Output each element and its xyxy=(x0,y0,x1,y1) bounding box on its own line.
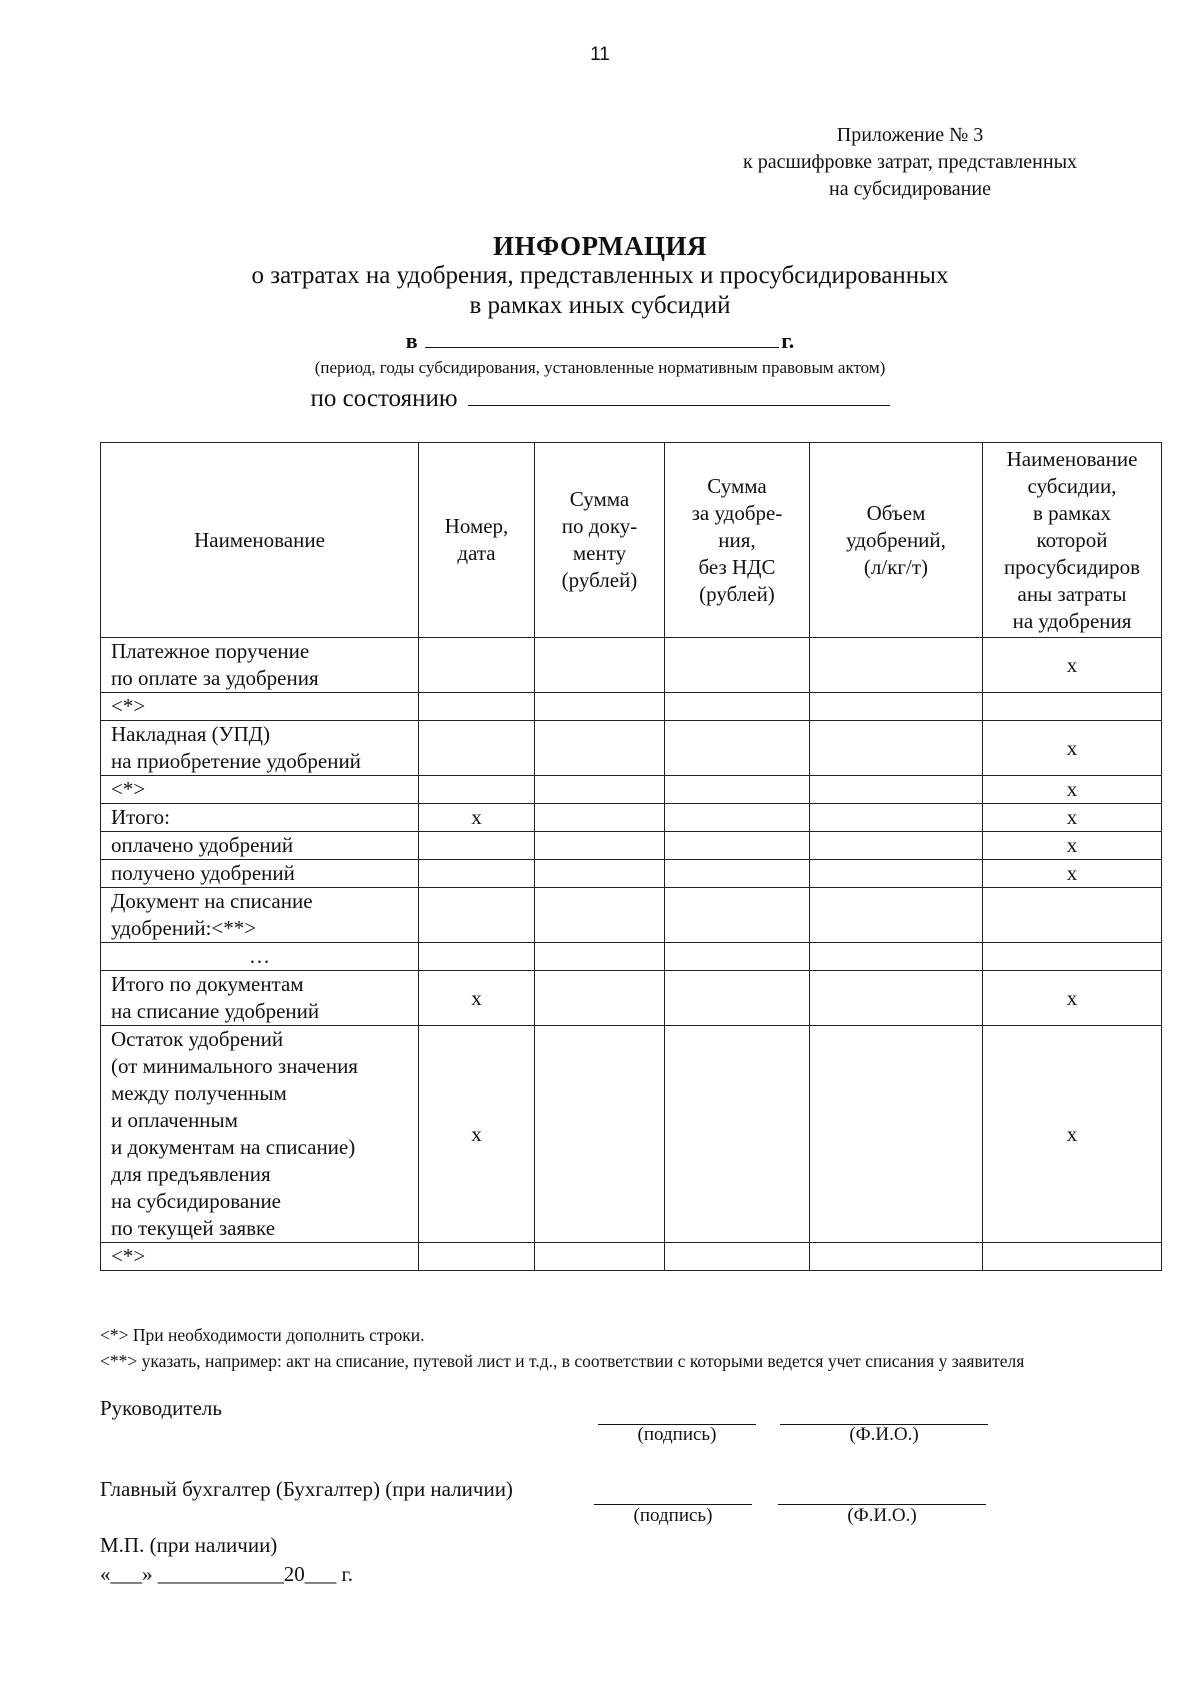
table-body xyxy=(101,638,1162,1271)
row-name-cell: Итого по документам на списание удобрений xyxy=(101,971,419,1026)
table-cell[interactable] xyxy=(665,638,810,693)
table-cell[interactable] xyxy=(419,1243,535,1271)
accountant-label: Главный бухгалтер (Бухгалтер) (при наличии) xyxy=(100,1477,513,1501)
table-row xyxy=(101,721,1162,776)
table-cell[interactable] xyxy=(535,860,665,888)
footnote-2: <**> указать, например: акт на списание, путевой лист и т.д., в соответствии с которыми ведется учет списания у заявителя xyxy=(100,1351,1025,1371)
table-cell[interactable] xyxy=(535,1026,665,1243)
table-row xyxy=(101,638,1162,693)
table-row xyxy=(101,804,1162,832)
table-cell[interactable] xyxy=(810,943,983,971)
row-name-cell: оплачено удобрений xyxy=(101,832,419,860)
table-cell[interactable]: х xyxy=(983,1026,1162,1243)
table-row xyxy=(101,832,1162,860)
stamp-label: М.П. (при наличии) xyxy=(100,1533,278,1557)
table-cell[interactable] xyxy=(810,693,983,721)
table-cell[interactable] xyxy=(535,943,665,971)
row-name-cell: Остаток удобрений (от минимального значения между полученным и оплаченным и документам на списание) для предъявления на субсидирование по текущей заявке xyxy=(101,1026,419,1243)
table-cell[interactable]: х xyxy=(983,776,1162,804)
footnote-1: <*> При необходимости дополнить строки. xyxy=(100,1325,425,1345)
period-line xyxy=(0,327,1200,354)
table-cell[interactable] xyxy=(665,832,810,860)
accountant-signature-caption: (подпись) xyxy=(633,1505,713,1526)
table-cell[interactable]: х xyxy=(983,721,1162,776)
table-row xyxy=(101,1026,1162,1243)
table-cell[interactable] xyxy=(810,888,983,943)
table-row xyxy=(101,693,1162,721)
column-header: Номер, дата xyxy=(419,443,535,638)
table-cell[interactable] xyxy=(665,776,810,804)
table-cell[interactable] xyxy=(983,693,1162,721)
accountant-name-caption: (Ф.И.О.) xyxy=(847,1505,917,1526)
table-cell[interactable] xyxy=(535,721,665,776)
footnotes xyxy=(100,1322,1180,1374)
table-cell[interactable] xyxy=(419,638,535,693)
table-cell[interactable] xyxy=(810,860,983,888)
table-row xyxy=(101,860,1162,888)
period-blank-field[interactable] xyxy=(425,327,779,348)
column-header: Сумма по доку- менту (рублей) xyxy=(535,443,665,638)
row-name-cell: <*> xyxy=(101,776,419,804)
table-header-row xyxy=(101,443,1162,638)
table-cell[interactable] xyxy=(535,888,665,943)
table-cell[interactable] xyxy=(810,1026,983,1243)
table-cell[interactable] xyxy=(665,971,810,1026)
table-cell[interactable] xyxy=(535,971,665,1026)
table-row xyxy=(101,888,1162,943)
table-cell[interactable] xyxy=(665,1243,810,1271)
table-cell[interactable] xyxy=(419,721,535,776)
table-cell[interactable] xyxy=(419,832,535,860)
state-label: по состоянию xyxy=(310,385,458,412)
column-header: Объем удобрений, (л/кг/т) xyxy=(810,443,983,638)
row-name-cell: получено удобрений xyxy=(101,860,419,888)
appendix-line-1: Приложение № 3 xyxy=(836,124,984,146)
table-cell[interactable] xyxy=(810,638,983,693)
table-cell[interactable] xyxy=(665,693,810,721)
row-name-cell: <*> xyxy=(101,1243,419,1271)
table-row xyxy=(101,971,1162,1026)
table-cell[interactable]: х xyxy=(983,804,1162,832)
table-cell[interactable] xyxy=(419,943,535,971)
document-subtitle-2: в рамках иных субсидий xyxy=(469,292,731,319)
table-cell[interactable] xyxy=(535,638,665,693)
table-cell[interactable]: х xyxy=(983,832,1162,860)
row-name-cell: <*> xyxy=(101,693,419,721)
date-line: «___» ____________20___ г. xyxy=(100,1562,353,1586)
table-cell[interactable] xyxy=(419,693,535,721)
period-suffix: г. xyxy=(781,328,795,353)
table-cell[interactable] xyxy=(983,1243,1162,1271)
table-cell[interactable] xyxy=(665,860,810,888)
table-cell[interactable] xyxy=(665,721,810,776)
table-cell[interactable] xyxy=(810,1243,983,1271)
table-cell[interactable] xyxy=(665,804,810,832)
appendix-reference xyxy=(700,122,1120,203)
document-title: ИНФОРМАЦИЯ xyxy=(493,231,707,261)
document-subtitle-1: о затратах на удобрения, представленных и просубсидированных xyxy=(251,262,949,289)
table-cell[interactable] xyxy=(665,943,810,971)
head-name-caption: (Ф.И.О.) xyxy=(849,1424,919,1445)
table-cell[interactable]: х xyxy=(983,971,1162,1026)
table-cell[interactable] xyxy=(419,860,535,888)
table-cell[interactable] xyxy=(419,776,535,804)
table-cell[interactable]: х xyxy=(419,1026,535,1243)
head-label: Руководитель xyxy=(100,1396,222,1420)
table-cell[interactable] xyxy=(810,832,983,860)
table-cell[interactable] xyxy=(419,888,535,943)
state-date-blank-field[interactable] xyxy=(468,383,890,406)
table-cell[interactable] xyxy=(810,776,983,804)
table-cell[interactable] xyxy=(535,693,665,721)
table-row xyxy=(101,1243,1162,1271)
state-date-line xyxy=(0,383,1200,413)
table-cell[interactable]: х xyxy=(983,638,1162,693)
table-cell[interactable] xyxy=(535,776,665,804)
row-name-cell: Платежное поручение по оплате за удобрения xyxy=(101,638,419,693)
table-cell[interactable]: х xyxy=(419,971,535,1026)
table-row xyxy=(101,776,1162,804)
table-cell[interactable] xyxy=(810,721,983,776)
table-cell[interactable] xyxy=(810,971,983,1026)
row-name-cell: Итого: xyxy=(101,804,419,832)
table-cell[interactable]: х xyxy=(419,804,535,832)
column-header: Наименование xyxy=(101,443,419,638)
column-header: Наименование субсидии, в рамках которой просубсидиров аны затраты на удобрения xyxy=(983,443,1162,638)
column-header: Сумма за удобре- ния, без НДС (рублей) xyxy=(665,443,810,638)
table-cell[interactable]: х xyxy=(983,860,1162,888)
row-name-cell: Документ на списание удобрений:<**> xyxy=(101,888,419,943)
period-prefix: в xyxy=(405,328,418,353)
row-name-cell: Накладная (УПД) на приобретение удобрений xyxy=(101,721,419,776)
table-row xyxy=(101,943,1162,971)
table-cell[interactable] xyxy=(535,804,665,832)
table-cell[interactable] xyxy=(983,888,1162,943)
head-signature-caption: (подпись) xyxy=(637,1424,717,1445)
appendix-line-2: к расшифровке затрат, представленных xyxy=(742,151,1078,173)
appendix-line-3: на субсидирование xyxy=(829,178,991,200)
row-name-cell: … xyxy=(101,943,419,971)
table-cell[interactable] xyxy=(665,1026,810,1243)
period-note: (период, годы субсидирования, установленные нормативным правовым актом) xyxy=(314,358,886,377)
table-cell[interactable] xyxy=(810,804,983,832)
page-number: 11 xyxy=(590,44,610,65)
fertilizer-costs-table xyxy=(100,442,1162,1271)
table-cell[interactable] xyxy=(665,888,810,943)
table-cell[interactable] xyxy=(535,832,665,860)
table-cell[interactable] xyxy=(983,943,1162,971)
table-cell[interactable] xyxy=(535,1243,665,1271)
